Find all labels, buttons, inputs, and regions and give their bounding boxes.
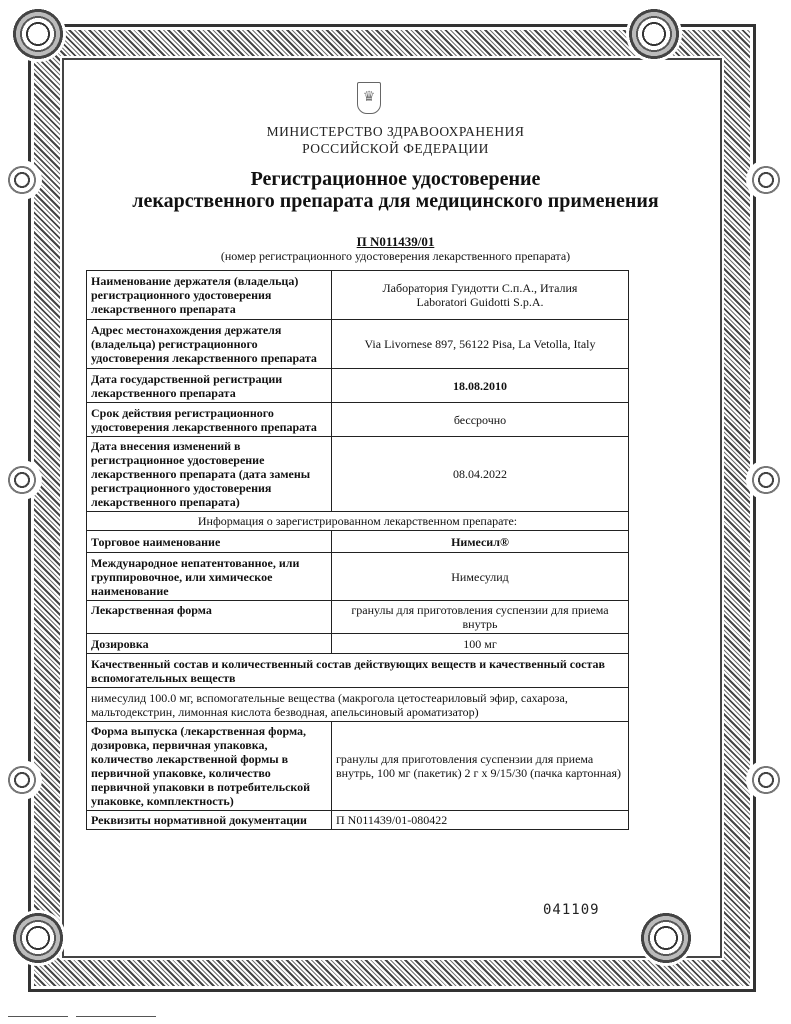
reg-date-label: Дата государственной регистрации лекарственного препарата — [87, 369, 332, 403]
table-row-normative-doc — [87, 811, 629, 830]
table-row-change-date — [87, 437, 629, 512]
side-ornament-icon — [2, 460, 42, 500]
corner-ornament-icon — [638, 910, 694, 966]
holder-value — [332, 271, 629, 320]
reg-date-value: 18.08.2010 — [332, 369, 629, 403]
dosage-label: Дозировка — [87, 634, 332, 654]
table-row-validity — [87, 403, 629, 437]
normative-doc-value: П N011439/01-080422 — [332, 811, 629, 830]
holder-value-ru: Лаборатория Гуидотти С.п.А., Италия — [382, 281, 578, 295]
coat-of-arms-icon: ♛ — [357, 82, 381, 114]
registration-number: П N011439/01 — [356, 234, 435, 249]
normative-doc-label: Реквизиты нормативной документации — [87, 811, 332, 830]
serial-number: 041109 — [543, 902, 600, 918]
side-ornament-icon — [746, 460, 786, 500]
change-date-label: Дата внесения изменений в регистрационное удостоверение лекарственного препарата (дата замены регистрационного удостоверения лекарственного препарата) — [87, 437, 332, 512]
divider — [76, 1016, 156, 1017]
ministry-name-line2: РОССИЙСКОЙ ФЕДЕРАЦИИ — [302, 141, 489, 156]
document-title-line2: лекарственного препарата для медицинского применения — [132, 190, 659, 212]
table-row-reg-date — [87, 369, 629, 403]
table-row-release-form — [87, 722, 629, 811]
validity-label: Срок действия регистрационного удостоверения лекарственного препарата — [87, 403, 332, 437]
table-row-address — [87, 320, 629, 369]
table-row-inn — [87, 553, 629, 601]
document-title-line1: Регистрационное удостоверение — [250, 168, 541, 190]
holder-value-en: Laboratori Guidotti S.p.A. — [416, 295, 544, 309]
table-row-holder — [87, 271, 629, 320]
divider — [8, 1016, 68, 1017]
composition-value: нимесулид 100.0 мг, вспомогательные вещества (макрогола цетостеариловый эфир, сахароза, мальтодекстрин, лимонная кислота безводная, апельсиновый ароматизатор) — [87, 688, 629, 722]
side-ornament-icon — [2, 760, 42, 800]
validity-value: бессрочно — [332, 403, 629, 437]
side-ornament-icon — [746, 760, 786, 800]
corner-ornament-icon — [10, 910, 66, 966]
info-header: Информация о зарегистрированном лекарственном препарате: — [87, 512, 629, 531]
inn-value: Нимесулид — [332, 553, 629, 601]
holder-label: Наименование держателя (владельца) регистрационного удостоверения лекарственного препарата — [87, 271, 332, 320]
change-date-value: 08.04.2022 — [332, 437, 629, 512]
inn-label: Международное непатентованное, или группировочное, или химическое наименование — [87, 553, 332, 601]
table-row-trade-name — [87, 531, 629, 553]
address-value: Via Livornese 897, 56122 Pisa, La Vetolla, Italy — [332, 320, 629, 369]
dosage-value: 100 мг — [332, 634, 629, 654]
composition-label: Качественный состав и количественный состав действующих веществ и качественный состав вспомогательных веществ — [87, 654, 629, 688]
dosage-form-value: гранулы для приготовления суспензии для приема внутрь — [332, 601, 629, 634]
corner-ornament-icon — [626, 6, 682, 62]
trade-name-label: Торговое наименование — [87, 531, 332, 553]
registration-number-caption: (номер регистрационного удостоверения лекарственного препарата) — [220, 249, 571, 263]
address-label: Адрес местонахождения держателя (владельца) регистрационного удостоверения лекарственного препарата — [87, 320, 332, 369]
table-row-info-header — [87, 512, 629, 531]
certificate-table — [86, 270, 629, 830]
table-row-composition-label — [87, 654, 629, 688]
corner-ornament-icon — [10, 6, 66, 62]
table-row-dosage-form — [87, 601, 629, 634]
table-row-composition-value — [87, 688, 629, 722]
release-form-value: гранулы для приготовления суспензии для приема внутрь, 100 мг (пакетик) 2 г x 9/15/30 (пачка картонная) — [332, 722, 629, 811]
dosage-form-label: Лекарственная форма — [87, 601, 332, 634]
trade-name-value: Нимесил® — [332, 531, 629, 553]
release-form-label: Форма выпуска (лекарственная форма, дозировка, первичная упаковка, количество лекарственной формы в первичной упаковке, количество первичной упаковки в потребительской упаковке, комплектность) — [87, 722, 332, 811]
table-row-dosage — [87, 634, 629, 654]
ministry-name-line1: МИНИСТЕРСТВО ЗДРАВООХРАНЕНИЯ — [266, 124, 525, 139]
